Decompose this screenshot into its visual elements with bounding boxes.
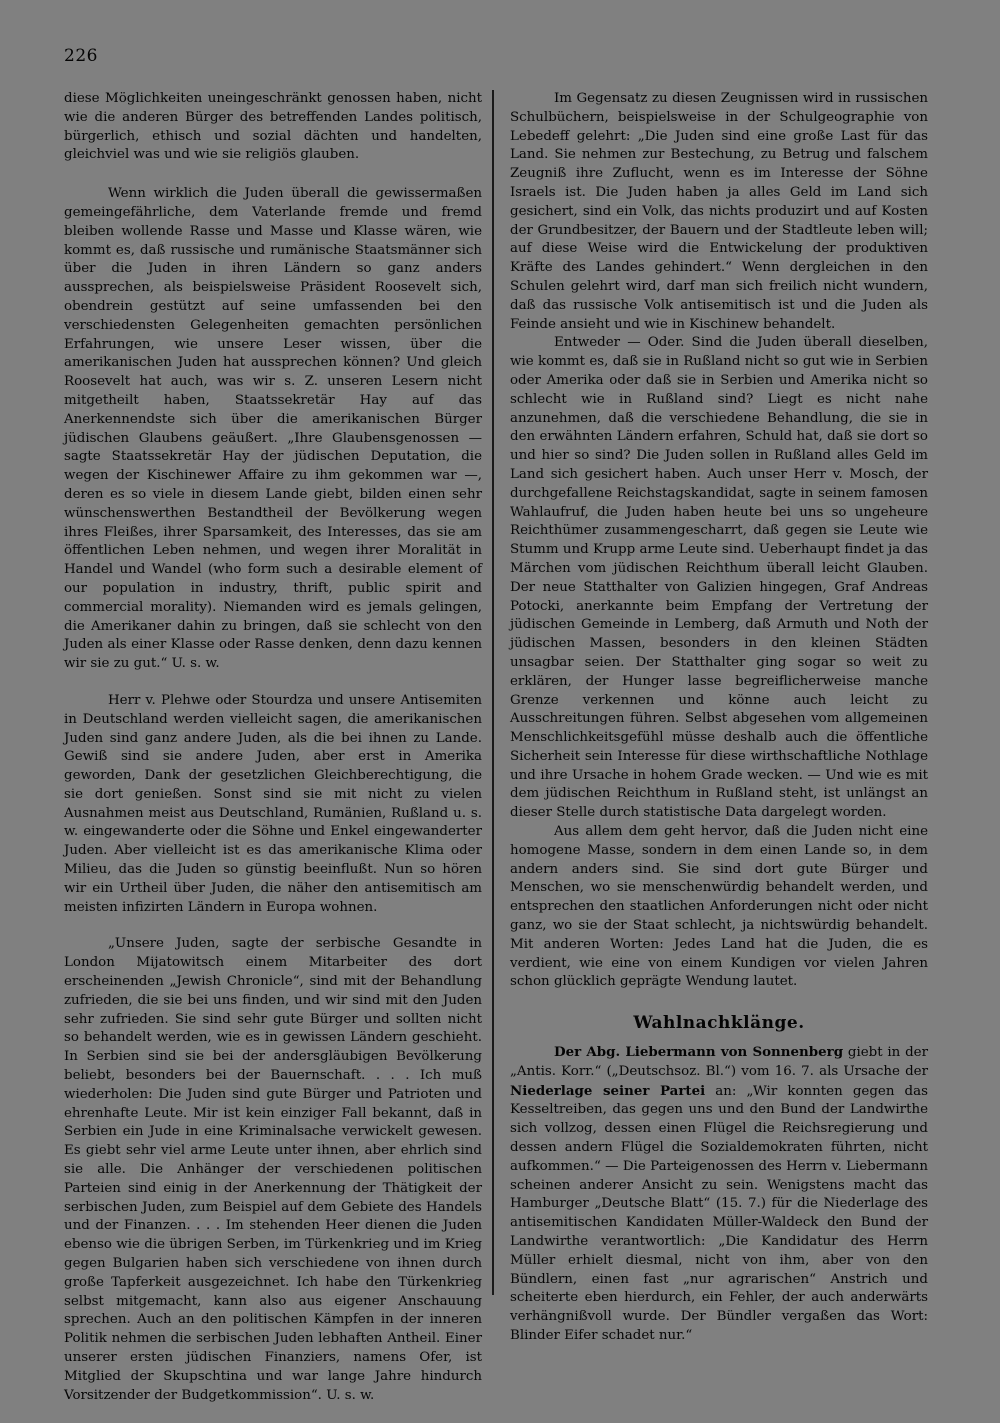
section-heading: Wahlnachklänge.: [633, 1013, 805, 1034]
body-text: an: „Wir konnten gegen das Kesseltreiben, das gegen uns und den Bund der Landwirthe sich vollzog, dessen einen Flügel die Reichsregierung und dessen andern Flügel die Sozialdemokraten führten, nicht aufkommen.“ — Die Parteigenossen des Herrn v. Liebermann scheinen anderer Ansicht zu sein. Wenigstens macht das Hamburger „Deutsche Blatt“ (15. 7.) für die Niederlage des antisemitischen Kandidaten Müller-Waldeck den Bund der Landwirthe verantwortlich: „Die Kandidatur des Herrn Müller erhielt diesmal, nicht von ihm, aber von den Bündlern, einen fast „nur agrarischen“ Anstrich und scheiterte eben hierdurch, ein Fehler, der auch anderwärts verhängnißvoll wurde. Der Bündler vergaßen das Wort: Blinder Eifer schadet nur.“: [510, 1083, 928, 1343]
left-column: [64, 90, 482, 1423]
column-divider: [492, 90, 494, 1295]
paragraph: Aus allem dem geht hervor, daß die Juden nicht eine homogene Masse, sondern in dem einen Lande so, in dem andern anders sind. Sie sind dort gute Bürger und Menschen, wo sie menschenwürdig behandelt werden, und entsprechen den staatlichen Anforderungen nicht oder nicht ganz, wo sie der Staat schlecht, ja nichtswürdig behandelt. Mit anderen Worten: Jedes Land hat die Juden, die es verdient, wie eine von einem Kundigen vor vielen Jahren schon glücklich geprägte Wendung lautet.: [510, 824, 928, 990]
paragraph: „Unsere Juden, sagte der serbische Gesandte in London Mijatowitsch einem Mitarbeiter des dort erscheinenden „Jewish Chronicle“, sind mit der Behandlung zufrieden, die sie bei uns finden, und wir sind mit den Juden sehr zufrieden. Sie sind sehr gute Bürger und sollten nicht so behandelt werden, wie es in gewissen Ländern geschieht. In Serbien sind sie bei der andersgläubigen Bevölkerung beliebt, besonders bei der Bauernschaft. . . . Ich muß wiederholen: Die Juden sind gute Bürger und Patrioten und ehrenhafte Leute. Mir ist kein einziger Fall bekannt, daß in Serbien ein Jude in eine Kriminalsache verwickelt gewesen. Es giebt sehr viel arme Leute unter ihnen, aber ehrlich sind sie alle. Die Anhänger der verschiedenen politischen Parteien sind einig in der Anerkennung der Thätigkeit der serbischen Juden, zum Beispiel auf dem Gebiete des Handels und der Finanzen. . . . Im stehenden Heer dienen die Juden ebenso wie die übrigen Serben, im Türkenkrieg und im Krieg gegen Bulgarien haben sich verschiedene von ihnen durch große Tapferkeit ausgezeichnet. Ich habe den Türkenkrieg selbst mitgemacht, kann also aus eigener Anschauung sprechen. Auch an den politischen Kämpfen in der inneren Politik nehmen die serbischen Juden lebhaften Antheil. Einer unserer ersten jüdischen Finanziers, namens Ofer, ist Mitglied der Skupschtina und war lange Jahre hindurch Vorsitzender der Budgetkommission“. U. s. w.: [64, 936, 482, 1403]
bold-phrase: Niederlage seiner Partei: [510, 1082, 706, 1099]
paragraph: diese Möglichkeiten uneingeschränkt genossen haben, nicht wie die anderen Bürger des betreffenden Landes politisch, bürgerlich, ethisch und sozial dächten und handelten, gleichviel was und wie sie religiös glauben.: [64, 91, 482, 163]
section-paragraph: [510, 1043, 928, 1346]
page-number: 226: [64, 46, 98, 66]
paragraph: Im Gegensatz zu diesen Zeugnissen wird in russischen Schulbüchern, beispielsweise in der Schulgeographie von Lebedeff gelehrt: „Die Juden sind eine große Last für das Land. Sie nehmen zur Bestechung, zu Betrug und falschem Zeugniß ihre Zuflucht, wenn es im Interesse der Söhne Israels ist. Die Juden haben ja alles Geld im Land sich gesichert, sind ein Volk, das nichts produzirt und auf Kosten der Grundbesitzer, der Bauern und der Stadtleute leben will; auf diese Weise wird die Entwickelung der produktiven Kräfte des Landes gehindert.“ Wenn dergleichen in den Schulen gelehrt wird, darf man sich freilich nicht wundern, daß das russische Volk antisemitisch ist und die Juden als Feinde ansieht und wie in Kischinew behandelt.: [510, 91, 928, 332]
paragraph: Wenn wirklich die Juden überall die gewissermaßen gemeingefährliche, dem Vaterlande fremde und fremd bleiben wollende Rasse und Masse und Klasse wären, wie kommt es, daß russische und rumänische Staatsmänner sich über die Juden in ihren Ländern so ganz anders aussprechen, als beispielsweise Präsident Roosevelt sich, obendrein gestützt auf seine umfassenden bei den verschiedensten Gelegenheiten gemachten persönlichen Erfahrungen, wie unsere Leser wissen, über die amerikanischen Juden hat aussprechen können? Und gleich Roosevelt hat auch, was wir s. Z. unseren Lesern nicht mitgetheilt haben, Staatssekretär Hay auf das Anerkennendste sich über die amerikanischen Bürger jüdischen Glaubens geäußert. „Ihre Glaubensgenossen — sagte Staatssekretär Hay der jüdischen Deputation, die wegen der Kischinewer Affaire zu ihm gekommen war —, deren es so viele in diesem Lande giebt, bilden einen sehr wünschenswerthen Bestandtheil der Bevölkerung wegen ihres Fleißes, ihrer Sparsamkeit, des Interesses, das sie am öffentlichen Leben nehmen, und wegen ihrer Moralität in Handel und Wandel (who form such a desirable element of our population in industry, thrift, public spirit and commercial morality). Niemanden wird es jemals gelingen, die Amerikaner dahin zu bringen, daß sie schlecht von den Juden als einer Klasse oder Rasse denken, denn dazu kennen wir sie zu gut.“ U. s. w.: [64, 186, 482, 672]
paragraph: Herr v. Plehwe oder Stourdza und unsere Antisemiten in Deutschland werden vielleicht sagen, die amerikanischen Juden sind ganz andere Juden, als die bei ihnen zu Lande. Gewiß sind sie andere Juden, aber erst in Amerika geworden, Dank der gesetzlichen Gleichberechtigung, die sie dort genießen. Sonst sind sie mit nicht zu vielen Ausnahmen meist aus Deutschland, Rumänien, Rußland u. s. w. eingewanderte oder die Söhne und Enkel eingewanderter Juden. Aber vielleicht ist es das amerikanische Klima oder Milieu, das die Juden so günstig beeinflußt. Nun so hören wir ein Urtheil über Juden, die näher den antisemitisch am meisten infizirten Ländern in Europa wohnen.: [64, 692, 482, 915]
body-text: giebt in der „Antis. Korr.“ („Deutschsoz. Bl.“) vom 16. 7. als Ursache der: [510, 1045, 928, 1079]
bold-lead: Der Abg. Liebermann von Sonnenberg: [554, 1044, 844, 1061]
right-column: [510, 90, 928, 1364]
paragraph: Entweder — Oder. Sind die Juden überall dieselben, wie kommt es, daß sie in Rußland nicht so gut wie in Serbien oder Amerika oder daß sie in Serbien und Amerika nicht so schlecht wie in Rußland sind? Liegt es nicht nahe anzunehmen, daß die verschiedene Behandlung, die sie in den erwähnten Ländern erfahren, Schuld hat, daß sie dort so und hier so sind? Die Juden sollen in Rußland alles Geld im Land sich gesichert haben. Auch unser Herr v. Mosch, der durchgefallene Reichstagskandidat, sagte in seinem famosen Wahlaufruf, die Juden haben heute bei uns so ungeheure Reichthümer zusammengescharrt, daß gegen sie Leute wie Stumm und Krupp arme Leute sind. Ueberhaupt findet ja das Märchen vom jüdischen Reichthum überall leicht Glauben. Der neue Statthalter von Galizien hingegen, Graf Andreas Potocki, anerkannte beim Empfang der Vertretung der jüdischen Gemeinde in Lemberg, daß Armuth und Noth der jüdischen Massen, besonders in den kleinen Städten unsagbar seien. Der Statthalter ging sogar so weit zu erklären, der Hunger lasse begreiflicherweise manche Grenze verkennen und könne auch leicht zu Ausschreitungen führen. Selbst abgesehen vom allgemeinen Menschlichkeitsgefühl müsse deshalb auch die öffentliche Sicherheit sein Interesse für diese wirthschaftliche Nothlage und ihre Ursache in hohem Grade wecken. — Und wie es mit dem jüdischen Reichthum in Rußland steht, ist unlängst an dieser Stelle durch statistische Data dargelegt worden.: [510, 335, 928, 821]
